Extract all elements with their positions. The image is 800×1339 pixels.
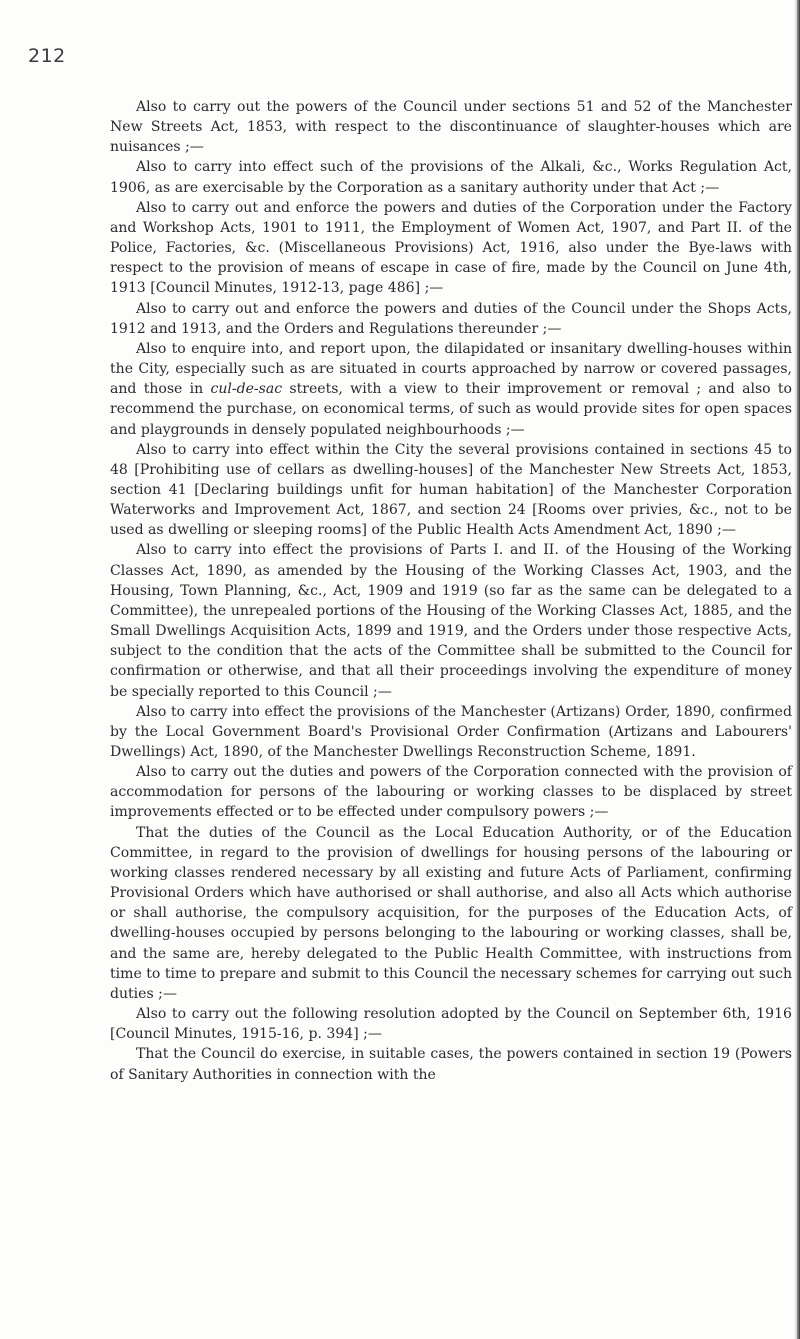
paragraph-education-authority: That the duties of the Council as the Local Education Authority, or of the Education Committee, in regard to the provision of dwellings for housing persons of the labouring or working classes rendered necessary by all existing and future Acts of Parliament, confirming Provisional Orders which have authorised or shall authorise, and also all Acts which authorise or shall authorise, the compulsory acquisition, for the purposes of the Education Acts, of dwelling-houses occupied by persons belonging to the labouring or working classes, shall be, and the same are, hereby delegated to the Public Health Committee, with instructions from time to time to prepare and submit to this Council the necessary schemes for carrying out such duties ;— (110, 824, 792, 1002)
italic-term: cul-de-sac (210, 381, 283, 398)
paragraph-dilapidated-houses (110, 339, 792, 440)
paragraph-factory-workshop: Also to carry out and enforce the powers and duties of the Corporation under the Factory and Workshop Acts, 1901 to 1911, the Employment of Women Act, 1907, and Part II. of the Police, Factories, &c. (Miscellaneous Provisions) Act, 1916, also under the Bye-laws with respect to the provision of means of escape in case of fire, made by the Council on June 4th, 1913 [Council Minutes, 1912-13, page 486] ;— (110, 199, 792, 297)
paragraph-artizans-order: Also to carry into effect the provisions of the Manchester (Artizans) Order, 1890, confirmed by the Local Government Board's Provisional Order Confirmation (Artizans and Labourers' Dwellings) Act, 1890, of the Manchester Dwellings Reconstruction Scheme, 1891. (110, 703, 792, 760)
paragraph-sanitary-powers: That the Council do exercise, in suitable cases, the powers contained in section 19 (Powers of Sanitary Authorities in connection with the (110, 1046, 792, 1083)
paragraph-text: Also to enquire into, and report upon, the dilapidated or insanitary dwelling-houses within the City, especially such as are situated in courts approached by narrow or covered passages, and those in (110, 340, 792, 398)
paragraph-housing-acts: Also to carry into effect the provisions of Parts I. and II. of the Housing of the Working Classes Act, 1890, as amended by the Housing of the Working Classes Act, 1903, and the Housing, Town Planning, &c., Act, 1909 and 1919 (so far as the same can be delegated to a Committee), the unrepealed portions of the Housing of the Working Classes Act, 1885, and the Small Dwellings Acquisition Acts, 1899 and 1919, and the Orders under those respective Acts, subject to the condition that the acts of the Committee shall be submitted to the Council for confirmation or otherwise, and that all their proceedings involving the expenditure of money be specially reported to this Council ;— (110, 542, 792, 700)
paragraph-resolution: Also to carry out the following resolution adopted by the Council on September 6th, 1916 [Council Minutes, 1915-16, p. 394] ;— (110, 1006, 792, 1043)
body-text (110, 97, 792, 1085)
paragraph-slaughter-houses: Also to carry out the powers of the Council under sections 51 and 52 of the Manchester New Streets Act, 1853, with respect to the discontinuance of slaughter-houses which are nuisances ;— (110, 99, 792, 156)
paragraph-text: streets, with a view to their improvement or removal ; and also to recommend the purchase, on economical terms, of such as would provide sites for open spaces and playgrounds in densely populated neighbourhoods ;— (110, 381, 792, 438)
paragraph-shops-acts: Also to carry out and enforce the powers and duties of the Council under the Shops Acts, 1912 and 1913, and the Orders and Regulations thereunder ;— (110, 300, 792, 337)
page-number: 212 (28, 45, 66, 67)
paragraph-cellars: Also to carry into effect within the City the several provisions contained in sections 45 to 48 [Prohibiting use of cellars as dwelling-houses] of the Manchester New Streets Act, 1853, section 41 [Declaring buildings unfit for human habitation] of the Manchester Corporation Waterworks and Improvement Act, 1867, and section 24 [Rooms over privies, &c., not to be used as dwelling or sleeping rooms] of the Public Health Acts Amendment Act, 1890 ;— (110, 441, 792, 539)
paragraph-displaced-persons: Also to carry out the duties and powers of the Corporation connected with the provision of accommodation for persons of the labouring or working classes to be displaced by street improvements effected or to be effected under compulsory powers ;— (110, 764, 792, 821)
paragraph-alkali-works: Also to carry into effect such of the provisions of the Alkali, &c., Works Regulation Act, 1906, as are exercisable by the Corporation as a sanitary authority under that Act ;— (110, 159, 792, 196)
